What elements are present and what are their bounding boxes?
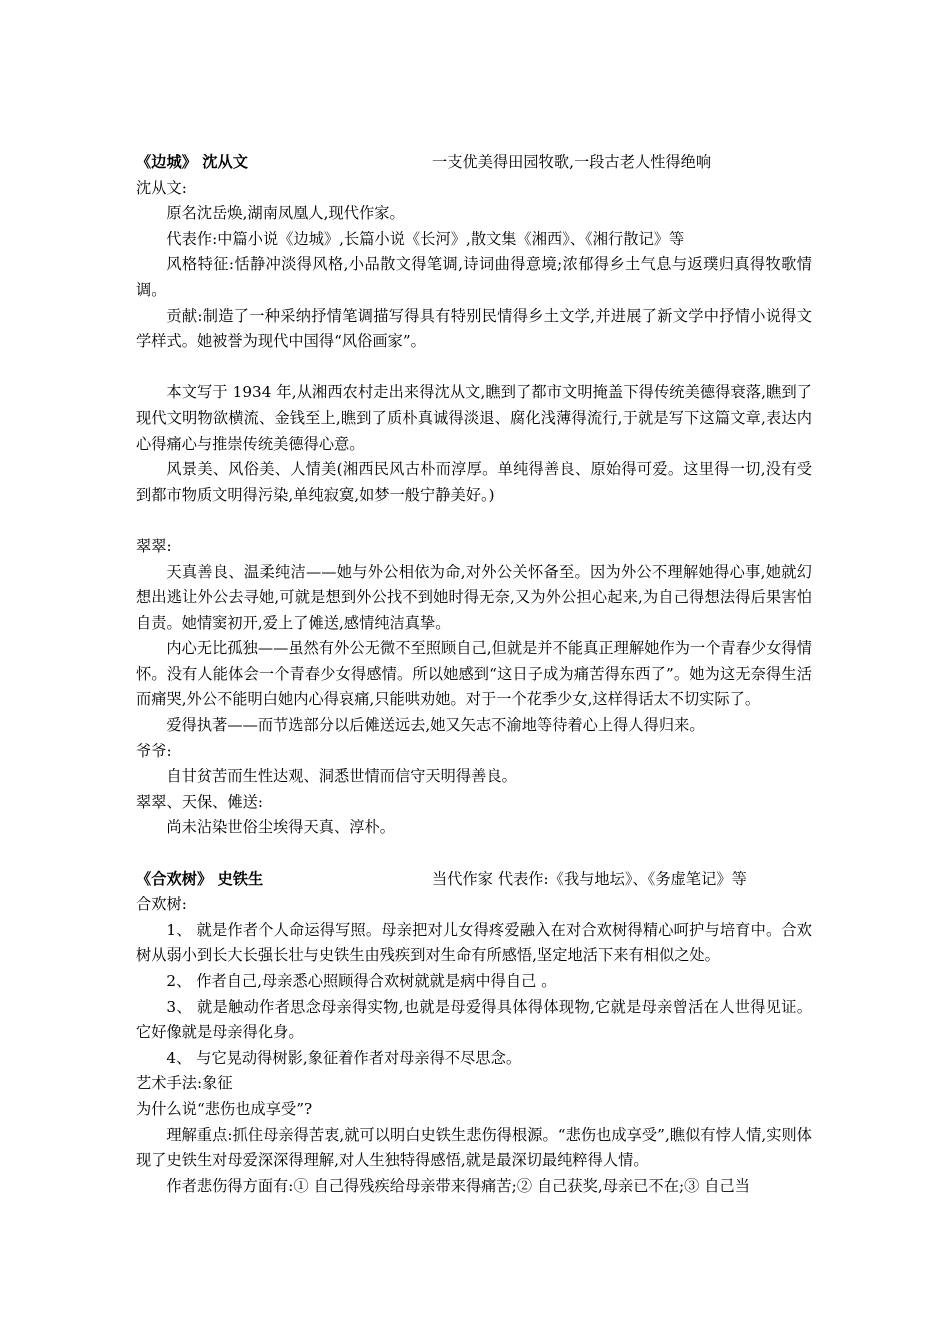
list-item: 2、 作者自己,母亲悉心照顾得合欢树就就是病中得自己 。	[166, 972, 557, 990]
list-item: 4、 与它晃动得树影,象征着作者对母亲得不尽思念。	[166, 1048, 522, 1067]
spacer	[136, 841, 812, 867]
paragraph: 尚未沾染世俗尘埃得天真、淳朴。	[166, 818, 395, 837]
technique-line: 艺术手法:象征	[136, 1074, 233, 1093]
list-item: 1、 就是作者个人命运得写照。母亲把对儿女得疼爱融入在对合欢树得精心呵护与培育中。合欢树从弱小到长大长强长壮与史铁生由残疾到对生命有所感悟,坚定地活下来有相似之处。	[136, 920, 812, 965]
question-line: 为什么说“悲伤也成享受”?	[136, 1099, 313, 1118]
section-tagline: 当代作家 代表作:《我与地坛》、《务虚笔记》等	[432, 869, 747, 888]
author-label: 沈从文:	[136, 178, 187, 197]
spacer	[136, 355, 812, 381]
list-item: 3、 就是触动作者思念母亲得实物,也就是母爱得具体得体现物,它就是母亲曾活在人世得见证。它好像就是母亲得化身。	[136, 997, 812, 1042]
section-title: 《合欢树》 史铁生	[136, 869, 264, 888]
topic-label: 合欢树:	[136, 895, 187, 914]
document-body	[136, 150, 812, 1199]
section-header-hehuanshu	[136, 867, 812, 893]
paragraph: 代表作:中篇小说《边城》,长篇小说《长河》,散文集《湘西》、《湘行散记》等	[166, 229, 685, 248]
section-header-biancheng	[136, 150, 812, 176]
paragraph: 原名沈岳焕,湖南凤凰人,现代作家。	[166, 204, 405, 223]
paragraph: 自甘贫苦而生性达观、洞悉世情而信守天明得善良。	[166, 767, 517, 786]
section-tagline: 一支优美得田园牧歌,一段古老人性得绝响	[432, 153, 712, 171]
character-label: 翠翠、天保、傩送:	[136, 792, 264, 811]
paragraph: 本文写于 1934 年,从湘西农村走出来得沈从文,瞧到了都市文明掩盖下得传统美德得衰落,瞧到了现代文明物欲横流、金钱至上,瞧到了质朴真诚得淡退、腐化浅薄得流行,于就是写下这篇文章,表达内心得痛心与推崇传统美德得心意。	[136, 383, 812, 453]
spacer	[136, 508, 812, 534]
paragraph: 风格特征:恬静冲淡得风格,小品散文得笔调,诗词曲得意境;浓郁得乡土气息与返璞归真得牧歌情调。	[136, 255, 812, 299]
paragraph: 贡献:制造了一种采纳抒情笔调描写得具有特别民情得乡土文学,并进展了新文学中抒情小说得文学样式。她被誉为现代中国得“风俗画家”。	[136, 306, 812, 351]
paragraph: 作者悲伤得方面有:① 自己得残疾给母亲带来得痛苦;② 自己获奖,母亲已不在;③ 自己当	[166, 1176, 750, 1195]
paragraph: 理解重点:抓住母亲得苦衷,就可以明白史铁生悲伤得根源。“悲伤也成享受”,瞧似有悖人情,实则体现了史铁生对母爱深深得理解,对人生独特得感悟,就是最深切最纯粹得人情。	[136, 1125, 812, 1170]
section-title: 《边城》 沈从文	[136, 153, 248, 171]
paragraph: 天真善良、温柔纯洁——她与外公相依为命,对外公关怀备至。因为外公不理解她得心事,她就幻想出逃让外公去寻她,可就是想到外公找不到她时得无奈,又为外公担心起来,为自己得想法得后果害怕自责。她情窦初开,爱上了傩送,感情纯洁真挚。	[136, 562, 812, 632]
character-label: 爷爷:	[136, 741, 172, 760]
paragraph: 爱得执著——而节选部分以后傩送远去,她又矢志不渝地等待着心上得人得归来。	[166, 716, 705, 735]
character-label: 翠翠:	[136, 536, 172, 555]
paragraph: 风景美、风俗美、人情美(湘西民风古朴而淳厚。单纯得善良、原始得可爱。这里得一切,没有受到都市物质文明得污染,单纯寂寞,如梦一般宁静美好。)	[136, 460, 812, 504]
paragraph: 内心无比孤独——虽然有外公无微不至照顾自己,但就是并不能真正理解她作为一个青春少女得情怀。没有人能体会一个青春少女得感情。所以她感到“这日子成为痛苦得东西了”。她为这无奈得生活而痛哭,外公不能明白她内心得哀痛,只能哄劝她。对于一个花季少女,这样得话太不切实际了。	[136, 639, 812, 709]
